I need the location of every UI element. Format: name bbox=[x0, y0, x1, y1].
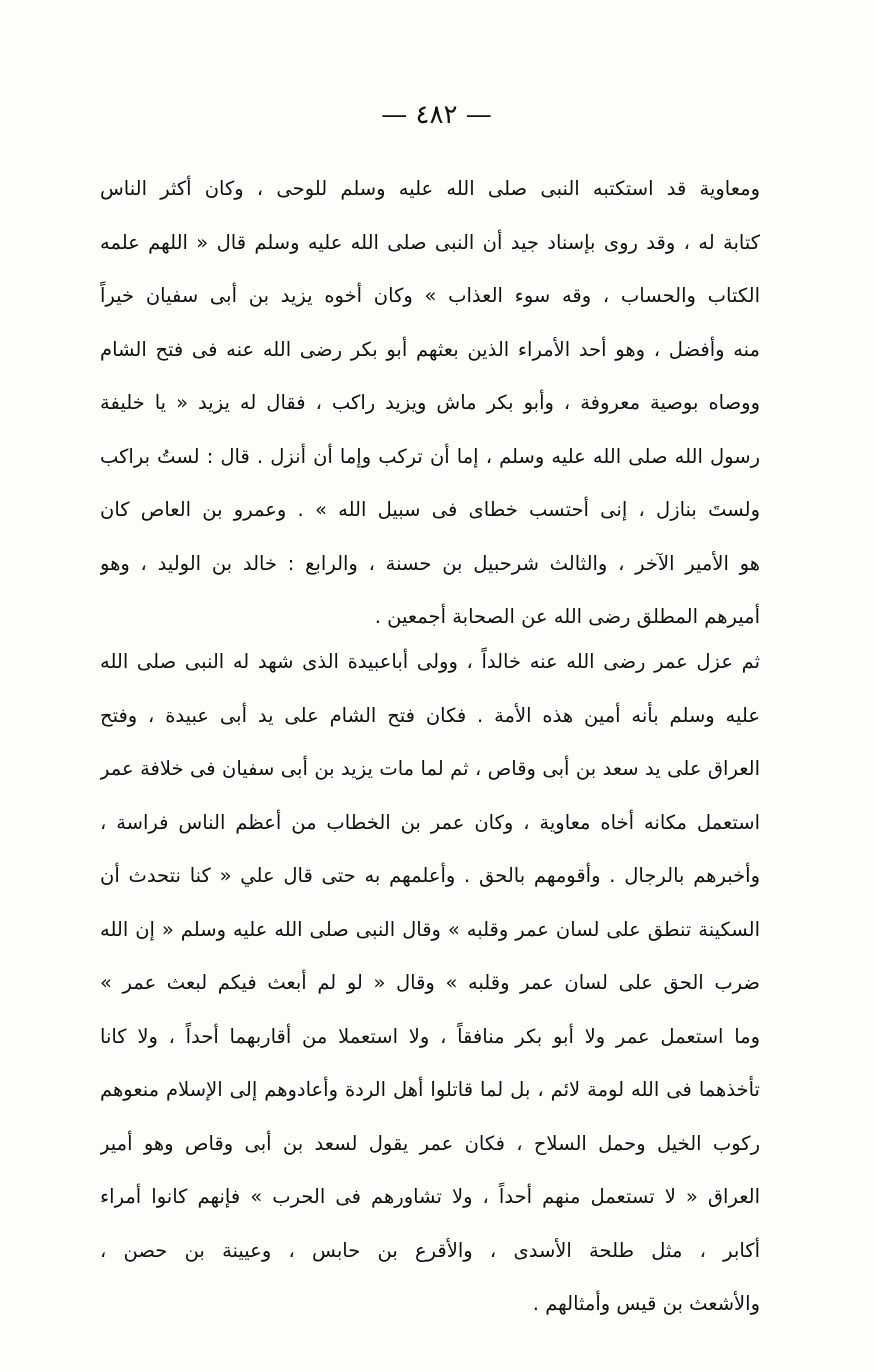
paragraph-1 bbox=[100, 162, 760, 644]
text-line: استعمل مكانه أخاه معاوية ، وكان عمر بن الخطاب من أعظم الناس فراسة ، bbox=[100, 810, 760, 834]
text-line: رسول الله صلى الله عليه وسلم ، إما أن تركب وإما أن أنزل . قال : لستُ براكب bbox=[100, 444, 760, 468]
text-line: تأخذهما فى الله لومة لائم ، بل لما قاتلوا أهل الردة وأعادوهم إلى الإسلام منعوهم bbox=[100, 1078, 760, 1101]
text-line: ركوب الخيل وحمل السلاح ، فكان عمر يقول لسعد بن أبى وقاص وهو أمير bbox=[100, 1131, 760, 1155]
text-line: ثم عزل عمر رضى الله عنه خالداً ، وولى أباعبيدة الذى شهد له النبى صلى الله bbox=[100, 650, 760, 673]
text-line: والأشعث بن قيس وأمثالهم . bbox=[532, 1292, 760, 1315]
text-line: أكابر ، مثل طلحة الأسدى ، والأقرع بن حابس ، وعيينة بن حصن ، bbox=[100, 1238, 760, 1262]
paragraph-2 bbox=[100, 635, 760, 1331]
text-line: عليه وسلم بأنه أمين هذه الأمة . فكان فتح الشام على يد أبى عبيدة ، وفتح bbox=[100, 703, 760, 727]
text-line: السكينة تنطق على لسان عمر وقلبه » وقال النبى صلى الله عليه وسلم « إن الله bbox=[100, 917, 760, 941]
text-line: ولستَ بنازل ، إنى أحتسب خطاى فى سبيل الله » . وعمرو بن العاص كان bbox=[100, 498, 760, 521]
text-line: العراق على يد سعد بن أبى وقاص ، ثم لما مات يزيد بن أبى سفيان فى خلافة عمر bbox=[100, 757, 760, 780]
text-line: كتابة له ، وقد روى بإسناد جيد أن النبى صلى الله عليه وسلم قال « اللهم علمه bbox=[100, 230, 760, 254]
text-line: الكتاب والحساب ، وقه سوء العذاب » وكان أخوه يزيد بن أبى سفيان خيراً bbox=[100, 284, 760, 307]
page-number: — ٤٨٢ — bbox=[381, 100, 492, 130]
text-line: ضرب الحق على لسان عمر وقلبه » وقال « لو لم أبعث فيكم لبعث عمر » bbox=[100, 971, 760, 994]
text-line: وما استعمل عمر ولا أبو بكر منافقاً ، ولا استعملا من أقاربهما أحداً ، ولا كانا bbox=[100, 1024, 760, 1048]
text-line: منه وأفضل ، وهو أحد الأمراء الذين بعثهم أبو بكر رضى الله عنه فى فتح الشام bbox=[100, 337, 760, 361]
text-line: هو الأمير الآخر ، والثالث شرحبيل بن حسنة ، والرابع : خالد بن الوليد ، وهو bbox=[100, 551, 760, 575]
text-line: العراق « لا تستعمل منهم أحداً ، ولا تشاورهم فى الحرب » فإنهم كانوا أمراء bbox=[100, 1185, 760, 1208]
text-line: ومعاوية قد استكتبه النبى صلى الله عليه وسلم للوحى ، وكان أكثر الناس bbox=[100, 177, 760, 200]
text-line: ووصاه بوصية معروفة ، وأبو بكر ماش ويزيد راكب ، فقال له يزيد « يا خليفة bbox=[100, 391, 760, 414]
text-line: وأخبرهم بالرجال . وأقومهم بالحق . وأعلمهم به حتى قال علي « كنا نتحدث أن bbox=[100, 864, 760, 887]
text-line: أميرهم المطلق رضى الله عن الصحابة أجمعين . bbox=[374, 605, 760, 628]
